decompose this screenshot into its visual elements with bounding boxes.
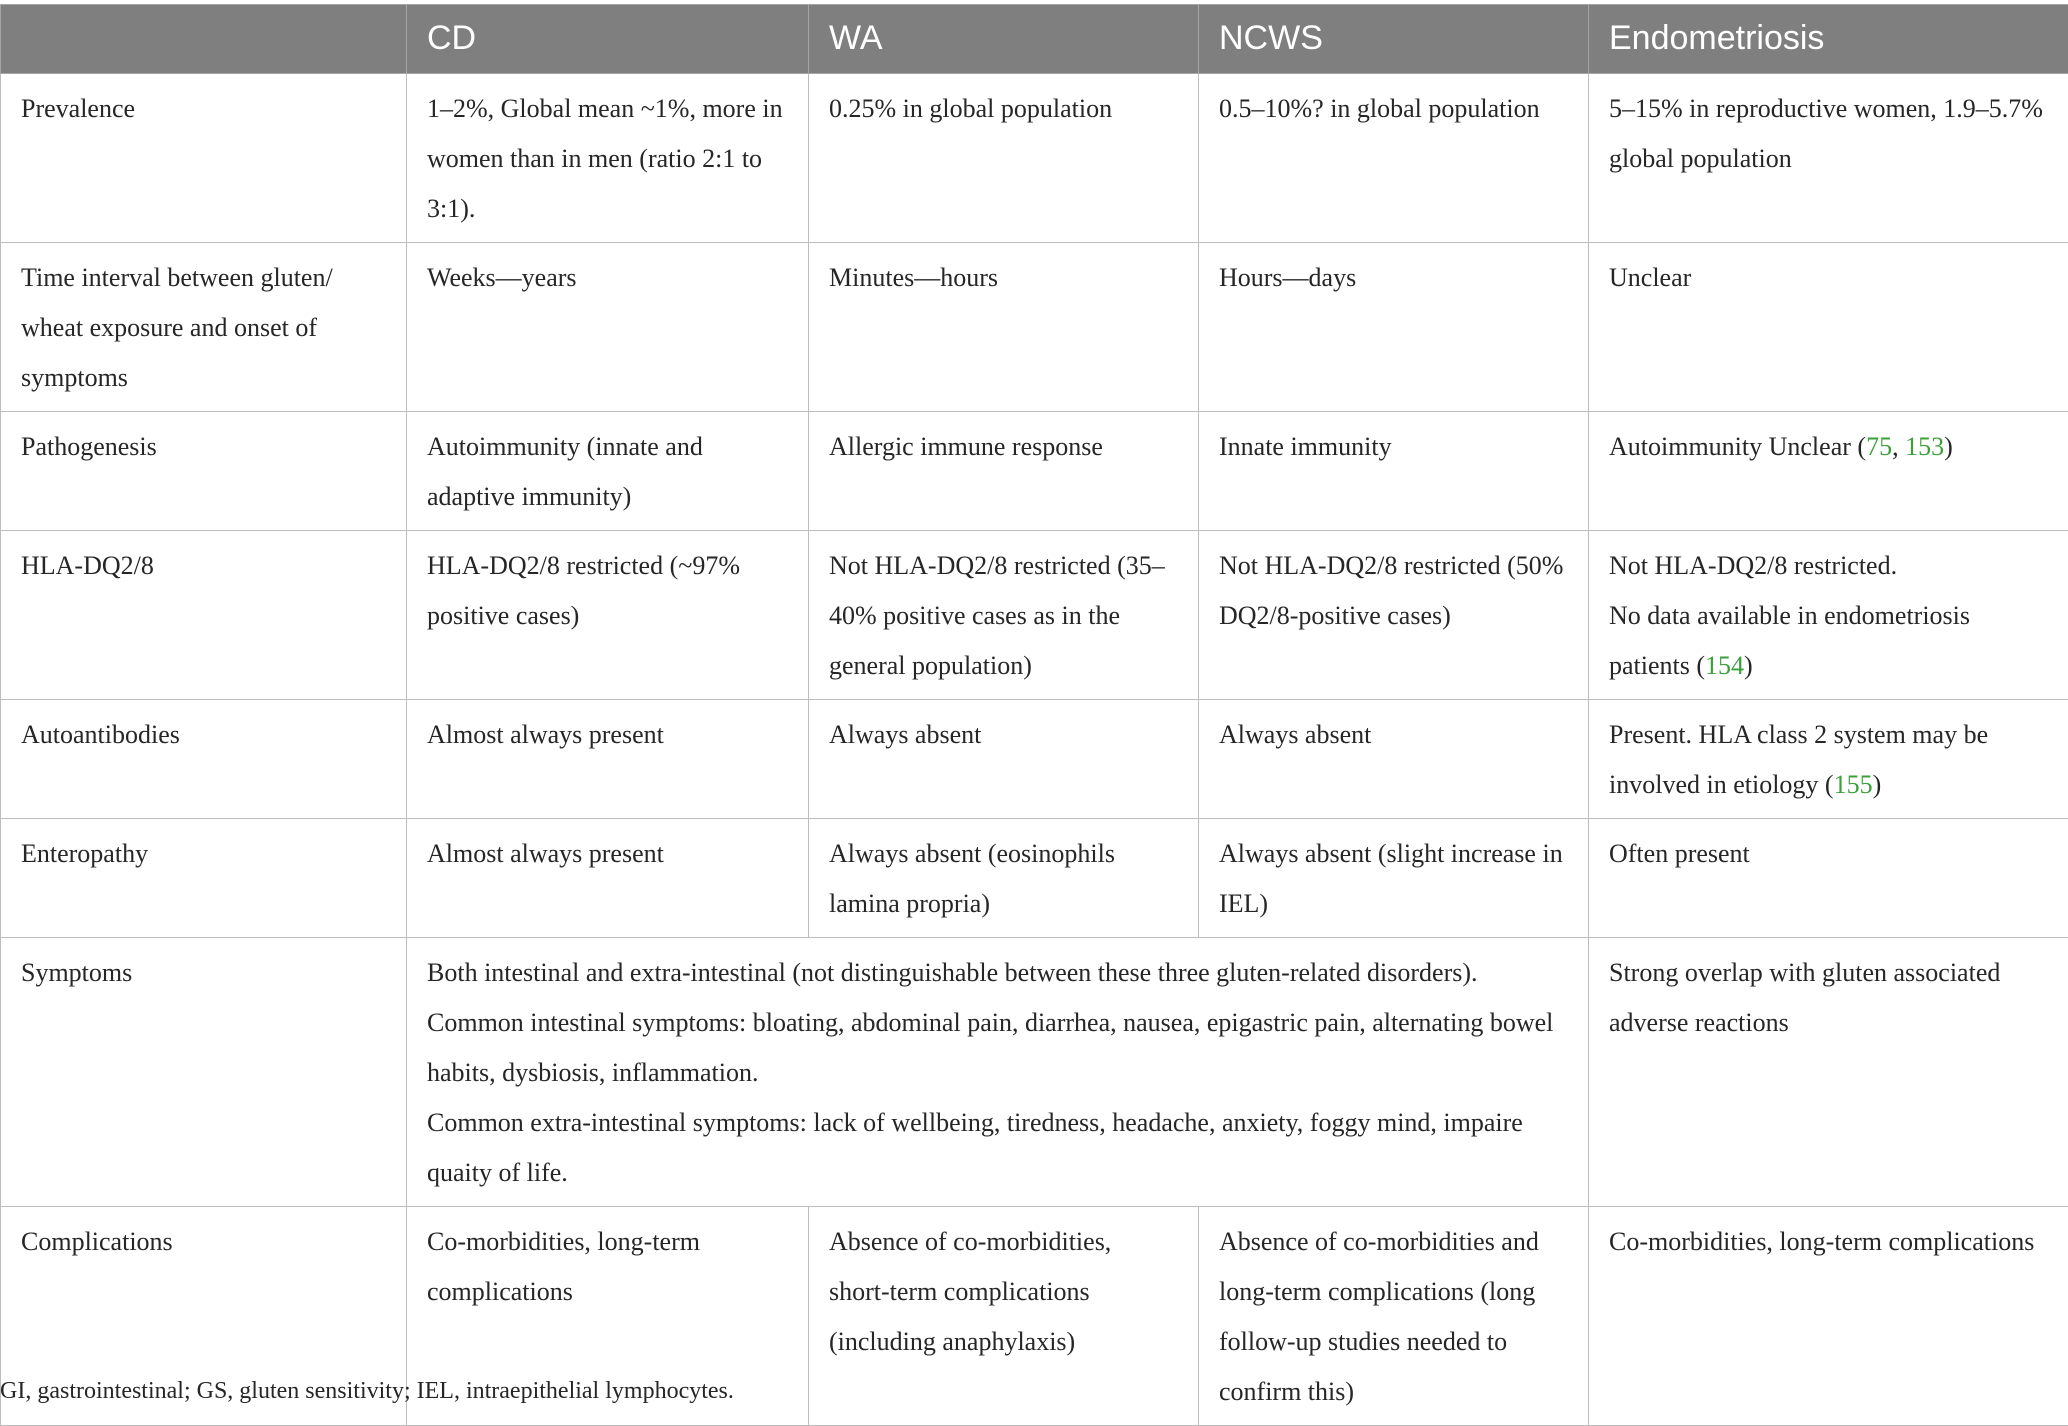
cell-wa: Always absent (eosinophils lamina propria) <box>809 819 1199 938</box>
cell-wa: Not HLA-DQ2/8 restricted (35–40% positive cases as in the general population) <box>809 531 1199 700</box>
header-empty <box>1 5 407 74</box>
row-label: Autoantibodies <box>1 700 407 819</box>
cell-ncws: Always absent (slight increase in IEL) <box>1199 819 1589 938</box>
cell-cd: Co-morbidities, long-term complications <box>407 1207 809 1426</box>
header-row <box>1 5 2068 74</box>
header-ncws: NCWS <box>1199 5 1589 74</box>
close-paren: ) <box>1944 432 1953 461</box>
cell-endometriosis <box>1589 531 2068 700</box>
table-footnote: GI, gastrointestinal; GS, gluten sensitivity; IEL, intraepithelial lymphocytes. <box>0 1378 734 1405</box>
header-wa: WA <box>809 5 1199 74</box>
cell-line-2: No data available in endometriosis patients ( <box>1609 601 1970 680</box>
table-row-hla <box>1 531 2068 700</box>
cell-endometriosis: Strong overlap with gluten associated adverse reactions <box>1589 938 2068 1207</box>
cell-ncws: Hours—days <box>1199 243 1589 412</box>
table-row-prevalence <box>1 74 2068 243</box>
table-container <box>0 4 2068 1426</box>
cell-ncws: 0.5–10%? in global population <box>1199 74 1589 243</box>
reference-link-153[interactable]: 153 <box>1905 432 1944 461</box>
table-row-enteropathy <box>1 819 2068 938</box>
close-paren: ) <box>1873 770 1882 799</box>
row-label: Symptoms <box>1 938 407 1207</box>
cell-text: Autoimmunity Unclear ( <box>1609 432 1866 461</box>
close-paren: ) <box>1744 651 1753 680</box>
cell-endometriosis: 5–15% in reproductive women, 1.9–5.7% global population <box>1589 74 2068 243</box>
cell-text: Present. HLA class 2 system may be involved in etiology ( <box>1609 720 1988 799</box>
cell-wa: 0.25% in global population <box>809 74 1199 243</box>
comparison-table <box>0 4 2068 1426</box>
cell-cd: Autoimmunity (innate and adaptive immunity) <box>407 412 809 531</box>
cell-cd: Almost always present <box>407 700 809 819</box>
cell-wa: Always absent <box>809 700 1199 819</box>
cell-cd: HLA-DQ2/8 restricted (~97% positive cases) <box>407 531 809 700</box>
cell-ncws: Always absent <box>1199 700 1589 819</box>
header-endometriosis: Endometriosis <box>1589 5 2068 74</box>
header-cd: CD <box>407 5 809 74</box>
table-row-pathogenesis <box>1 412 2068 531</box>
cell-endometriosis: Co-morbidities, long-term complications <box>1589 1207 2068 1426</box>
cell-line-1: Both intestinal and extra-intestinal (not distinguishable between these three gluten-related disorders). Common intestinal symptoms: bloating, abdominal pain, diarrhea, nausea, epigastric pain, alternating bowel habits, dysbiosis, inflammation. <box>427 948 1568 1098</box>
cell-merged-gluten-disorders <box>407 938 1589 1207</box>
row-label: Prevalence <box>1 74 407 243</box>
ref-separator: , <box>1892 432 1905 461</box>
cell-line-1: Not HLA-DQ2/8 restricted. <box>1609 541 2048 591</box>
cell-endometriosis <box>1589 412 2068 531</box>
cell-wa: Absence of co-morbidities, short-term complications (including anaphylaxis) <box>809 1207 1199 1426</box>
row-label: Pathogenesis <box>1 412 407 531</box>
table-row-time-interval <box>1 243 2068 412</box>
cell-cd: Weeks—years <box>407 243 809 412</box>
cell-cd: Almost always present <box>407 819 809 938</box>
cell-endometriosis: Unclear <box>1589 243 2068 412</box>
row-label: Enteropathy <box>1 819 407 938</box>
reference-link-154[interactable]: 154 <box>1705 651 1744 680</box>
row-label: Complications <box>1 1207 407 1426</box>
cell-wa: Minutes—hours <box>809 243 1199 412</box>
cell-ncws: Not HLA-DQ2/8 restricted (50% DQ2/8-positive cases) <box>1199 531 1589 700</box>
row-label: HLA-DQ2/8 <box>1 531 407 700</box>
cell-cd: 1–2%, Global mean ~1%, more in women than in men (ratio 2:1 to 3:1). <box>407 74 809 243</box>
cell-ncws: Absence of co-morbidities and long-term complications (long follow-up studies needed to confirm this) <box>1199 1207 1589 1426</box>
cell-ncws: Innate immunity <box>1199 412 1589 531</box>
reference-link-155[interactable]: 155 <box>1834 770 1873 799</box>
cell-wa: Allergic immune response <box>809 412 1199 531</box>
row-label: Time interval between gluten/ wheat exposure and onset of symptoms <box>1 243 407 412</box>
reference-link-75[interactable]: 75 <box>1866 432 1892 461</box>
cell-endometriosis: Often present <box>1589 819 2068 938</box>
table-row-symptoms <box>1 938 2068 1207</box>
table-row-autoantibodies <box>1 700 2068 819</box>
cell-line-2: Common extra-intestinal symptoms: lack of wellbeing, tiredness, headache, anxiety, foggy mind, impaire quaity of life. <box>427 1098 1568 1198</box>
cell-endometriosis <box>1589 700 2068 819</box>
